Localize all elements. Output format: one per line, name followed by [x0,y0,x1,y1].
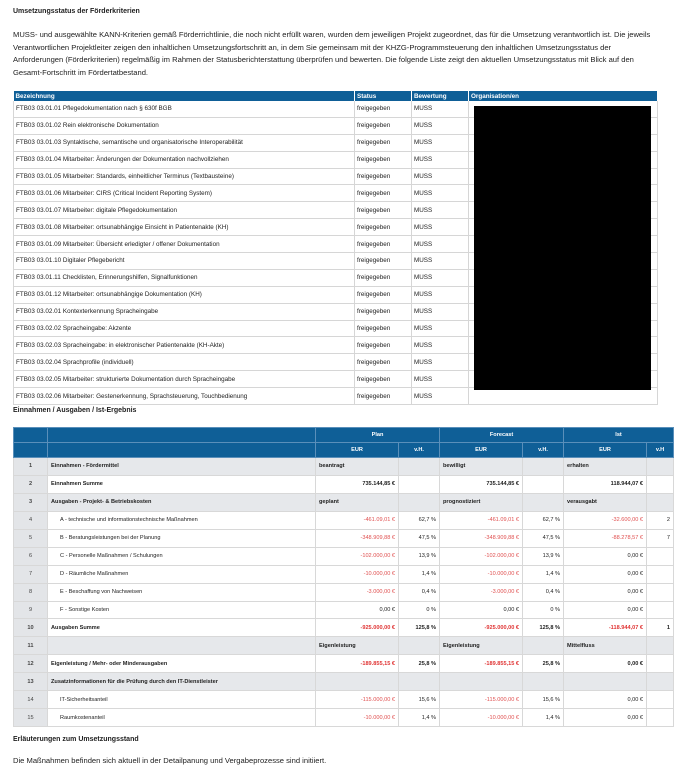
criteria-name: FTB03 03.02.02 Spracheingabe: Akzente [14,320,355,337]
criteria-status: freigegeben [355,202,412,219]
row-label: Einnahmen - Fördermittel [48,458,316,476]
plan-eur: -102.000,00 € [316,547,399,565]
criteria-name: FTB03 03.02.04 Sprachprofile (individuell) [14,354,355,371]
forecast-vh: 125,8 % [523,619,564,637]
plan-eur: 0,00 € [316,601,399,619]
forecast-eur [440,673,523,691]
group-ist: Ist [564,428,674,443]
label-header [48,428,316,443]
plan-vh: 47,5 % [399,529,440,547]
row-number: 2 [14,475,48,493]
plan-eur: geplant [316,493,399,511]
sub-vh: v.H. [399,443,440,458]
forecast-eur: -102.000,00 € [440,547,523,565]
row-label: Raumkostenanteil [48,709,316,727]
table-row [14,475,674,493]
criteria-status: freigegeben [355,388,412,405]
criteria-name: FTB03 03.01.11 Checklisten, Erinnerungshilfen, Signalfunktionen [14,269,355,286]
criteria-rating: MUSS [412,371,469,388]
plan-vh [399,458,440,476]
section-title-criteria: Umsetzungsstatus der Förderkriterien [13,8,140,15]
ist-eur: verausgabt [564,493,647,511]
row-label: IT-Sicherheitsanteil [48,691,316,709]
ist-eur: -32.600,00 € [564,511,647,529]
ist-vh [647,655,674,673]
ist-vh [647,493,674,511]
forecast-vh: 0 % [523,601,564,619]
criteria-status: freigegeben [355,134,412,151]
criteria-status: freigegeben [355,269,412,286]
criteria-rating: MUSS [412,202,469,219]
sub-eur: EUR [316,443,399,458]
corner-cell [14,443,48,458]
forecast-vh [523,493,564,511]
plan-vh: 125,8 % [399,619,440,637]
criteria-status: freigegeben [355,253,412,270]
plan-vh: 62,7 % [399,511,440,529]
label-header [48,443,316,458]
plan-vh: 25,8 % [399,655,440,673]
row-label: Zusatzinformationen für die Prüfung durch den IT-Dienstleister [48,673,316,691]
table-row [14,388,658,405]
criteria-name: FTB03 03.02.06 Mitarbeiter: Gestenerkennung, Sprachsteuerung, Touchbedienung [14,388,355,405]
row-label: C - Personelle Maßnahmen / Schulungen [48,547,316,565]
plan-eur: -461.09,01 € [316,511,399,529]
forecast-eur: 735.144,85 € [440,475,523,493]
table-row [14,493,674,511]
criteria-status: freigegeben [355,117,412,134]
ist-eur: erhalten [564,458,647,476]
plan-eur: 735.144,85 € [316,475,399,493]
criteria-rating: MUSS [412,151,469,168]
plan-vh: 15,6 % [399,691,440,709]
forecast-eur: -189.855,15 € [440,655,523,673]
corner-cell [14,428,48,443]
ist-eur: 0,00 € [564,691,647,709]
forecast-vh: 1,4 % [523,709,564,727]
criteria-name: FTB03 03.01.07 Mitarbeiter: digitale Pflegedokumentation [14,202,355,219]
plan-eur: -10.000,00 € [316,565,399,583]
ist-eur: 0,00 € [564,565,647,583]
criteria-status: freigegeben [355,337,412,354]
ist-vh: 7 [647,529,674,547]
criteria-name: FTB03 03.01.03 Syntaktische, semantische und organisatorische Interoperabilität [14,134,355,151]
row-number: 11 [14,637,48,655]
row-label: F - Sonstige Kosten [48,601,316,619]
col-header-organisation: Organisation/en [469,91,658,101]
ist-vh [647,475,674,493]
criteria-status: freigegeben [355,168,412,185]
ist-eur: 118.944,07 € [564,475,647,493]
ist-vh [647,601,674,619]
row-label [48,637,316,655]
criteria-rating: MUSS [412,337,469,354]
table-row [14,655,674,673]
sub-vh: v.H. [523,443,564,458]
forecast-vh: 1,4 % [523,565,564,583]
table-row [14,583,674,601]
row-number: 4 [14,511,48,529]
forecast-eur: prognostiziert [440,493,523,511]
table-row [14,709,674,727]
sub-eur: EUR [440,443,523,458]
ist-eur: 0,00 € [564,655,647,673]
row-number: 5 [14,529,48,547]
plan-vh: 1,4 % [399,709,440,727]
forecast-eur: -348.909,88 € [440,529,523,547]
table-row [14,601,674,619]
ist-eur: Mittelfluss [564,637,647,655]
criteria-name: FTB03 03.01.01 Pflegedokumentation nach § 630f BGB [14,101,355,117]
plan-vh [399,475,440,493]
forecast-vh [523,637,564,655]
row-number: 6 [14,547,48,565]
plan-eur: -189.855,15 € [316,655,399,673]
table-row [14,691,674,709]
criteria-rating: MUSS [412,269,469,286]
sub-eur: EUR [564,443,647,458]
criteria-status: freigegeben [355,185,412,202]
ist-vh [647,691,674,709]
ist-vh [647,547,674,565]
criteria-status: freigegeben [355,320,412,337]
row-number: 9 [14,601,48,619]
row-label: Einnahmen Summe [48,475,316,493]
forecast-eur: -115.000,00 € [440,691,523,709]
plan-vh [399,673,440,691]
plan-eur: -925.000,00 € [316,619,399,637]
criteria-rating: MUSS [412,320,469,337]
col-header-status: Status [355,91,412,101]
ist-vh [647,458,674,476]
criteria-name: FTB03 03.01.04 Mitarbeiter: Änderungen der Dokumentation nachvollziehen [14,151,355,168]
explanation-text: Die Maßnahmen befinden sich aktuell in der Detailpanung und Vergabeprozesse sind initiiert. [13,756,327,765]
criteria-name: FTB03 03.02.03 Spracheingabe: in elektronischer Patientenakte (KH-Akte) [14,337,355,354]
row-number: 14 [14,691,48,709]
ist-vh: 2 [647,511,674,529]
forecast-vh: 62,7 % [523,511,564,529]
forecast-vh: 13,9 % [523,547,564,565]
criteria-rating: MUSS [412,253,469,270]
group-plan: Plan [316,428,440,443]
row-number: 3 [14,493,48,511]
table-row [14,619,674,637]
ist-vh [647,709,674,727]
table-row [14,637,674,655]
table-row [14,529,674,547]
plan-eur: -10.000,00 € [316,709,399,727]
row-number: 13 [14,673,48,691]
forecast-vh: 47,5 % [523,529,564,547]
criteria-rating: MUSS [412,185,469,202]
table-row [14,458,674,476]
row-number: 10 [14,619,48,637]
criteria-intro: MUSS- und ausgewählte KANN-Kriterien gemäß Förderrichtlinie, die noch nicht erfüllt waren, wurden dem jeweiligen Projekt zugeordnet, das für die Umsetzung verantwortlich ist. Die jeweils Verantwortlichen Projektleiter zeigen den inhaltlichen Umsetzungsfortschritt an, in dem Sie gemeinsam mit der KHZG-Programmsteuerung den inhaltlichen Umsetzungsstatus der Anforderungen (Förderkriterien) regelmäßig im Rahmen der Statusberichterstattung überprüfen und bewerten. Die folgende Liste zeigt den aktuellen Umsetzungsstatus mit Blick auf den Gesamt-Fortschritt im Fördertatbestand. [13,30,651,77]
col-header-rating: Bewertung [412,91,469,101]
criteria-status: freigegeben [355,151,412,168]
criteria-organisation [469,388,658,405]
row-number: 8 [14,583,48,601]
forecast-eur: -461.09,01 € [440,511,523,529]
ist-eur: 0,00 € [564,601,647,619]
ist-eur: -88.278,57 € [564,529,647,547]
criteria-status: freigegeben [355,286,412,303]
ist-eur: 0,00 € [564,547,647,565]
plan-vh: 0 % [399,601,440,619]
forecast-vh [523,673,564,691]
criteria-name: FTB03 03.01.06 Mitarbeiter: CIRS (Critical Incident Reporting System) [14,185,355,202]
criteria-rating: MUSS [412,388,469,405]
criteria-name: FTB03 03.01.12 Mitarbeiter: ortsunabhängige Dokumentation (KH) [14,286,355,303]
criteria-rating: MUSS [412,286,469,303]
ist-vh [647,673,674,691]
forecast-eur: bewilligt [440,458,523,476]
forecast-vh [523,475,564,493]
row-label: Ausgaben - Projekt- & Betriebskosten [48,493,316,511]
forecast-eur: -10.000,00 € [440,565,523,583]
row-number: 15 [14,709,48,727]
row-label: E - Beschaffung von Nachweisen [48,583,316,601]
table-row [14,511,674,529]
criteria-name: FTB03 03.02.05 Mitarbeiter: strukturierte Dokumentation durch Spracheingabe [14,371,355,388]
col-header-name: Bezeichnung [14,91,355,101]
criteria-name: FTB03 03.01.02 Rein elektronische Dokumentation [14,117,355,134]
criteria-status: freigegeben [355,354,412,371]
plan-eur: Eigenleistung [316,637,399,655]
forecast-eur: -10.000,00 € [440,709,523,727]
plan-eur: -348.909,88 € [316,529,399,547]
plan-eur: -3.000,00 € [316,583,399,601]
forecast-vh [523,458,564,476]
sub-vh: v.H [647,443,674,458]
ist-eur: 0,00 € [564,583,647,601]
criteria-status: freigegeben [355,101,412,117]
plan-vh: 13,9 % [399,547,440,565]
plan-vh: 1,4 % [399,565,440,583]
criteria-name: FTB03 03.01.08 Mitarbeiter: ortsunabhängige Einsicht in Patientenakte (KH) [14,219,355,236]
plan-eur: -115.000,00 € [316,691,399,709]
forecast-vh: 25,8 % [523,655,564,673]
section-title-finance: Einnahmen / Ausgaben / Ist-Ergebnis [13,407,137,414]
plan-eur [316,673,399,691]
criteria-rating: MUSS [412,101,469,117]
criteria-name: FTB03 03.01.09 Mitarbeiter: Übersicht erledigter / offener Dokumentation [14,236,355,253]
forecast-eur: 0,00 € [440,601,523,619]
row-label: D - Räumliche Maßnahmen [48,565,316,583]
forecast-vh: 15,6 % [523,691,564,709]
group-forecast: Forecast [440,428,564,443]
criteria-rating: MUSS [412,168,469,185]
ist-vh [647,565,674,583]
row-number: 1 [14,458,48,476]
table-row [14,547,674,565]
criteria-rating: MUSS [412,219,469,236]
forecast-vh: 0,4 % [523,583,564,601]
criteria-status: freigegeben [355,371,412,388]
criteria-name: FTB03 03.02.01 Kontexterkennung Spracheingabe [14,303,355,320]
row-label: A - technische und informationstechnische Maßnahmen [48,511,316,529]
ist-eur: -118.944,07 € [564,619,647,637]
criteria-rating: MUSS [412,236,469,253]
plan-vh [399,493,440,511]
ist-eur: 0,00 € [564,709,647,727]
criteria-name: FTB03 03.01.05 Mitarbeiter: Standards, einheitlicher Terminus (Textbausteine) [14,168,355,185]
row-label: Ausgaben Summe [48,619,316,637]
ist-vh [647,637,674,655]
criteria-status: freigegeben [355,219,412,236]
ist-vh: 1 [647,619,674,637]
criteria-rating: MUSS [412,117,469,134]
table-row [14,673,674,691]
ist-eur [564,673,647,691]
plan-vh [399,637,440,655]
criteria-name: FTB03 03.01.10 Digitaler Pflegebericht [14,253,355,270]
criteria-rating: MUSS [412,303,469,320]
plan-vh: 0,4 % [399,583,440,601]
redacted-organisation-block [474,106,651,390]
criteria-status: freigegeben [355,236,412,253]
row-label: B - Beratungsleistungen bei der Planung [48,529,316,547]
section-title-explanation: Erläuterungen zum Umsetzungsstand [13,736,139,743]
criteria-rating: MUSS [412,354,469,371]
criteria-rating: MUSS [412,134,469,151]
forecast-eur: -3.000,00 € [440,583,523,601]
plan-eur: beantragt [316,458,399,476]
row-number: 7 [14,565,48,583]
ist-vh [647,583,674,601]
row-label: Eigenleistung / Mehr- oder Minderausgaben [48,655,316,673]
criteria-status: freigegeben [355,303,412,320]
forecast-eur: -925.000,00 € [440,619,523,637]
forecast-eur: Eigenleistung [440,637,523,655]
finance-table [13,427,674,727]
row-number: 12 [14,655,48,673]
table-row [14,565,674,583]
